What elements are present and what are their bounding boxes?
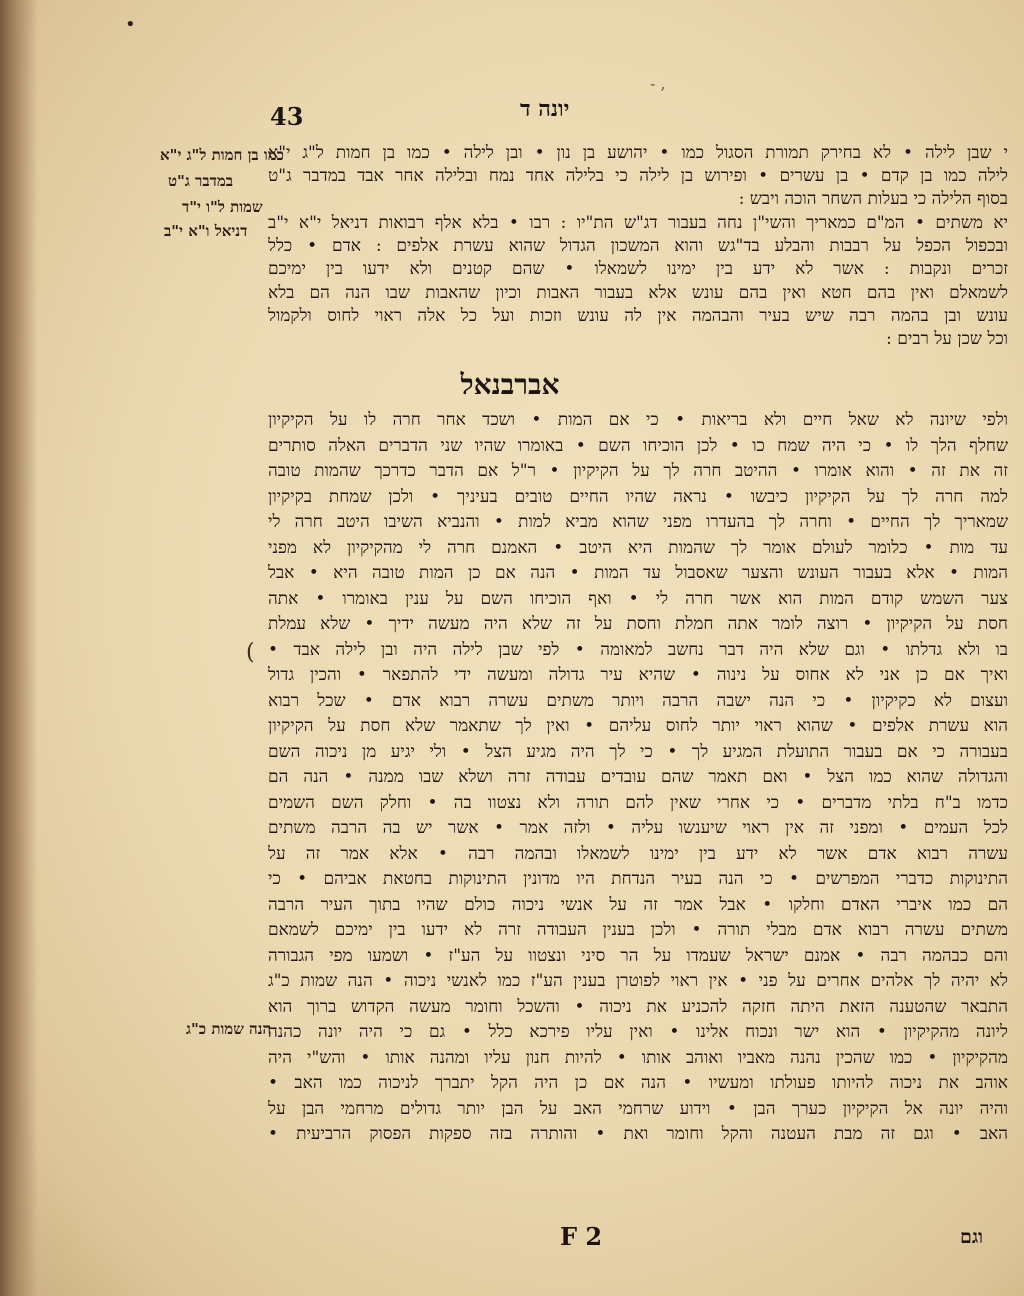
text-line: התינוקות כדברי המפרשים • כי הנה בעיר הנדחת היו מדונין התינוקות בחטאת אביהם • כי: [268, 869, 1008, 889]
text-line: למה חרה לך על הקיקיון כיבשו • נראה שהיו החיים טובים בעיניך • ולכן שמחת בקיקיון: [268, 486, 1008, 507]
margin-note: דניאל ו"א י"ב: [164, 222, 248, 240]
text-line: בסוף הלילה כי בעלות השחר הוכה ויבש :: [738, 188, 1008, 209]
text-line: והיה יונה אל הקיקיון כערך הבן • וידוע שרחמי האב על הבן יותר גדולים מרחמי הבן על: [268, 1098, 1008, 1119]
commentary-second: [268, 212, 1008, 351]
ink-mark: (: [246, 640, 255, 665]
text-line: עד מות • כלומר לעולם אומר לך שהמות היא היטב • האמנם חרה לי מהקיקיון לא מפני: [268, 537, 1008, 558]
text-line: ליונה מהקיקיון • הוא ישר ונכוח אלינו • ואין עליו פירכא כלל • גם כי היה יונה כהנה: [268, 1022, 1008, 1042]
text-line: הם כמו איברי האדם וחלקו • אבל אמר זה על אנשי ניכוה כולם שהיו בתוך העיר הרבה: [268, 894, 1008, 915]
text-line: ואיך אם כן אני לא אחוס על נינוה • שהיא עיר גדולה ומעשה ידי להתפאר • והכין גדול: [268, 665, 1008, 685]
text-line: חסת על הקיקיון • רוצה לומר אתה חמלת וחסת על זה שלא היה מעשה ידיך • שלא עמלת: [268, 614, 1008, 634]
text-line: לשמאלם ואין בהם חטא ואין בהם עונש אלא בעבור האבות וכיון שהאבות שבו הנה הם בלא: [268, 282, 1008, 303]
margin-note: כמו בן חמות ל"ג י"א: [160, 146, 284, 164]
text-line: ועצום לא כקיקיון • כי הנה ישבה הרבה ויותר משתים עשרה רבוא אדם • שכל רבוא: [268, 690, 1008, 711]
text-line: והם כבהמה רבה • אמנם ישראל שעמדו על הר סיני ונצטוו על הע"ז • ושמעו מפי הגבורה: [268, 945, 1008, 966]
text-line: לכל העמים • ומפני זה אין ראוי שיענשו עליה • ולזה אמר • אשר יש בה הרבה משתים: [268, 818, 1008, 838]
margin-note: שמות ל"ו י"ד: [182, 198, 263, 216]
text-line: זכרים ונקבות : אשר לא ידע בין ימינו לשמאלו • שהם קטנים ולא ידעו בין ימיכם: [268, 259, 1008, 280]
text-line: בעבורה כי אם בעבור התועלת המגיע לך • כי לך היה מגיע הצל • ולי יגיע מן ניכוה השם: [268, 741, 1008, 762]
text-line: האב • וגם זה מבת העטנה והקל וחומר ואת • והותרה בזה ספקות הפסוק הרביעית •: [268, 1124, 1008, 1144]
text-line: עשרה רבוא אדם אשר לא ידע בין ימינו לשמאלו ובהמה רבה • אלא אמר זה על: [268, 843, 1008, 864]
printer-signature: F 2: [560, 1222, 603, 1251]
text-line: צער השמש קודם המות הוא אשר חרה לי • ואף הוכיחו השם על ענין באומרו • אתה: [268, 588, 1008, 609]
text-line: [268, 1148, 1008, 1174]
text-line: משתים עשרה רבוא אדם מבלי תורה • ולכן בענין העבודה זרה לא ידעו בין ימיכם לשמאם: [268, 920, 1008, 940]
text-line: שחלף הלך לו • כי היה שמח כו • לכן הוכיחו השם • באומרו שהיו שני הדברים האלה סותרים: [268, 435, 1008, 456]
text-line: יא משתים • המ"ם כמאריך והשי"ן נחה בעבור דג"ש הת"יו : רבו • בלא אלף רבואות דניאל י"א י"ב: [268, 213, 1008, 233]
text-line: לא יהיה לך אלהים אחרים על פני • אין ראוי לפוטרן בענין הע"ז כמו לאנשי ניכוה • הנה שמות כ"ג: [268, 971, 1008, 991]
text-line: מהקיקיון • כמו שהכין נהנה מאביו ואוהב אותו • להיות חנון עליו ומהנה אותו • והש"י היה: [268, 1047, 1008, 1068]
catchword: וגם: [960, 1226, 983, 1248]
text-line: י שבן לילה • לא בחירק תמורת הסגול כמו • יהושע בן נון • ובן לילה • כמו בן חמות ל"ג י"א: [268, 143, 1008, 163]
text-line: [268, 1173, 1008, 1199]
ink-mark: - ,: [650, 74, 666, 93]
commentary-top: [268, 142, 1008, 210]
text-line: והגדולה שהוא כמו הצל • ואם תאמר שהם עובדים עבודה זרה ושלא שבו ממנה • הנה הם: [268, 767, 1008, 787]
text-line: וכל שכן על רבים :: [886, 328, 1008, 349]
margin-note: במדבר ג"ט: [168, 172, 233, 190]
text-line: ובכפול הכפל על רבבות והבלע בד"גש והוא המשכון הגדול שהוא עשרת אלפים : אדם • כלל: [268, 236, 1008, 257]
stray-dot: •: [125, 14, 136, 35]
running-head: יונה ד: [520, 96, 570, 122]
margin-note: הנה שמות כ"ג: [186, 1020, 272, 1038]
section-heading: אברבנאל: [460, 368, 560, 401]
text-line: התבאר שהטענה הזאת היתה חזקה להכניע את ניכוה • והשכל וחומר מעשה הקדוש ברוך הוא: [268, 996, 1008, 1017]
page-number: 43: [270, 102, 304, 131]
text-line: זה את זה • והוא אומרו • ההיטב חרה לך על הקיקיון • ר"ל אם הדבר כדרכך שהמות טובה: [268, 461, 1008, 481]
text-line: שמאריך לך החיים • וחרה לך בהעדרו מפני שהוא מביא למות • והנביא השיבו היטב חרה לי: [268, 512, 1008, 532]
text-line: לילה כמו בן קדם • בן עשרים • ופירוש בן לילה כי בלילה אחד נמח ובלילה אחר אבד במדבר ג"ט: [268, 165, 1008, 186]
text-line: כדמו ב"ח בלתי מדברים • כי אחרי שאין להם תורה ולא נצטוו בה • וחלק השם השמים: [268, 792, 1008, 813]
text-line: הוא עשרת אלפים • שהוא ראוי יותר לחוס עליהם • ואין לך שתאמר שלא חסת על הקיקיון: [268, 716, 1008, 736]
text-line: בו ולא גדלתו • וגם שלא היה דבר נחשב למאומה • לפי שבן לילה היה ובן לילה אבד •: [268, 639, 1008, 660]
text-line: המות • אלא בעבור העונש והצער שאסבול עד המות • הנה אם כן המות טובה היא • אבל: [268, 563, 1008, 583]
text-line: ולפי שיונה לא שאל חיים ולא בריאות • כי אם המות • ושכד אחר חרה לו על הקיקיון: [268, 410, 1008, 430]
text-line: עונש ובן בהמה רבה שיש בעיר והבהמה אין לה עונש וזכות ועל כל אלה ראוי לחוס ולקמול: [268, 305, 1008, 326]
abarbanel-commentary: [268, 408, 1008, 1199]
text-line: אוהב את ניכוה להיותו פעולתו ומעשיו • הנה אם כן היה הקל יתברך לניכוה כמו האב •: [268, 1073, 1008, 1093]
